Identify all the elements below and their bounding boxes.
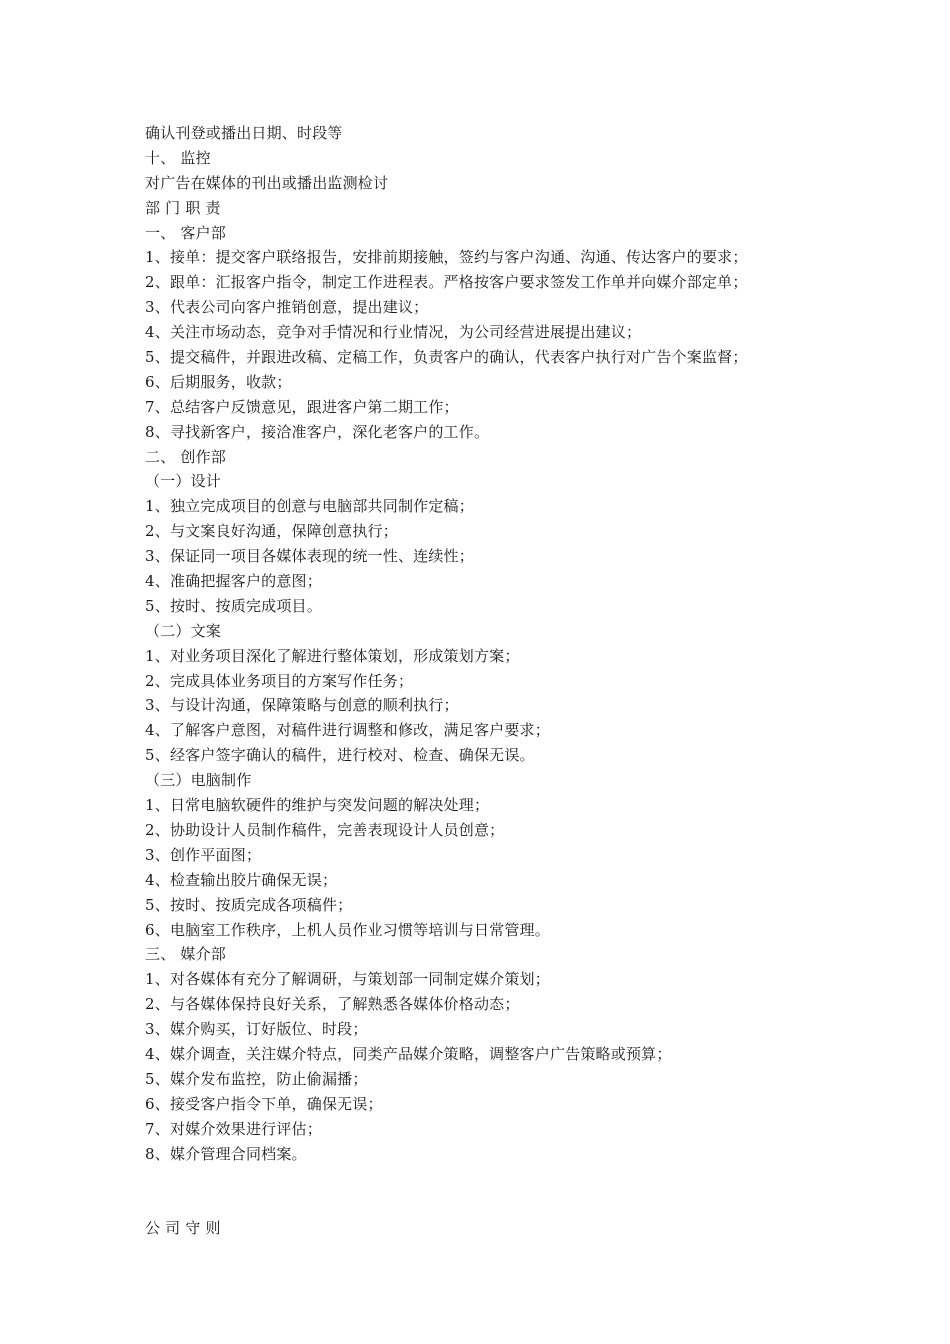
- list-item: 7、总结客户反馈意见，跟进客户第二期工作；: [145, 397, 459, 416]
- list-item: 6、后期服务，收款；: [145, 372, 292, 391]
- list-item: 4、检查输出胶片确保无误；: [145, 870, 338, 889]
- list-item: 1、接单：提交客户联络报告，安排前期接触，签约与客户沟通、沟通、传达客户的要求；: [145, 248, 748, 267]
- list-item: 1、对各媒体有充分了解调研，与策划部一同制定媒介策划；: [145, 970, 550, 989]
- subsection-heading-computer-production: （三）电脑制作: [145, 771, 252, 790]
- list-item: 7、对媒介效果进行评估；: [145, 1119, 322, 1138]
- list-item: 2、与文案良好沟通，保障创意执行；: [145, 522, 398, 541]
- list-item: 1、日常电脑软硬件的维护与突发问题的解决处理；: [145, 796, 490, 815]
- list-item: 5、经客户签字确认的稿件，进行校对、检查、确保无误。: [145, 746, 535, 765]
- section-heading-creative-dept: 二、 创作部: [145, 447, 226, 466]
- list-item: 2、与各媒体保持良好关系，了解熟悉各媒体价格动态；: [145, 995, 520, 1014]
- document-body: [145, 121, 845, 1241]
- text-line: 确认刊登或播出日期、时段等: [145, 124, 343, 142]
- list-item: 2、跟单：汇报客户指令，制定工作进程表。严格按客户要求签发工作单并向媒介部定单；: [145, 273, 748, 292]
- title-company-rules: 公 司 守 则: [145, 1219, 221, 1238]
- subsection-heading-copywriting: （二）文案: [145, 621, 222, 640]
- list-item: 4、准确把握客户的意图；: [145, 572, 322, 591]
- list-item: 2、协助设计人员制作稿件，完善表现设计人员创意；: [145, 820, 505, 839]
- title-department-duties: 部 门 职 责: [145, 198, 221, 217]
- list-item: 5、按时、按质完成项目。: [145, 596, 322, 615]
- list-item: 8、媒介管理合同档案。: [145, 1144, 307, 1163]
- list-item: 1、对业务项目深化了解进行整体策划，形成策划方案；: [145, 646, 520, 665]
- list-item: 4、了解客户意图，对稿件进行调整和修改，满足客户要求；: [145, 721, 550, 740]
- section-heading-client-dept: 一、 客户部: [145, 223, 226, 242]
- list-item: 5、媒介发布监控，防止偷漏播；: [145, 1069, 368, 1088]
- list-item: 3、与设计沟通，保障策略与创意的顺利执行；: [145, 696, 459, 715]
- list-item: 3、创作平面图；: [145, 845, 262, 864]
- list-item: 3、媒介购买，订好版位、时段；: [145, 1020, 368, 1039]
- list-item: 5、按时、按质完成各项稿件；: [145, 895, 353, 914]
- list-item: 5、提交稿件，并跟进改稿、定稿工作，负责客户的确认，代表客户执行对广告个案监督；: [145, 348, 748, 367]
- text-line: 对广告在媒体的刊出或播出监测检讨: [145, 173, 389, 192]
- list-item: 6、电脑室工作秩序，上机人员作业习惯等培训与日常管理。: [145, 920, 550, 939]
- list-item: 6、接受客户指令下单，确保无误；: [145, 1094, 383, 1113]
- list-item: 1、独立完成项目的创意与电脑部共同制作定稿；: [145, 497, 474, 516]
- subsection-heading-design: （一）设计: [145, 472, 222, 491]
- section-heading-media-dept: 三、 媒介部: [145, 945, 226, 964]
- list-item: 4、媒介调查，关注媒介特点，同类产品媒介策略，调整客户广告策略或预算；: [145, 1044, 672, 1063]
- section-heading-monitoring: 十、 监控: [145, 148, 211, 167]
- blank-gap: [145, 1166, 845, 1216]
- list-item: 3、代表公司向客户推销创意，提出建议；: [145, 298, 429, 317]
- list-item: 4、关注市场动态，竞争对手情况和行业情况，为公司经营进展提出建议；: [145, 323, 642, 342]
- list-item: 8、寻找新客户，接洽准客户，深化老客户的工作。: [145, 422, 490, 441]
- list-item: 2、完成具体业务项目的方案写作任务；: [145, 671, 414, 690]
- list-item: 3、保证同一项目各媒体表现的统一性、连续性；: [145, 547, 474, 566]
